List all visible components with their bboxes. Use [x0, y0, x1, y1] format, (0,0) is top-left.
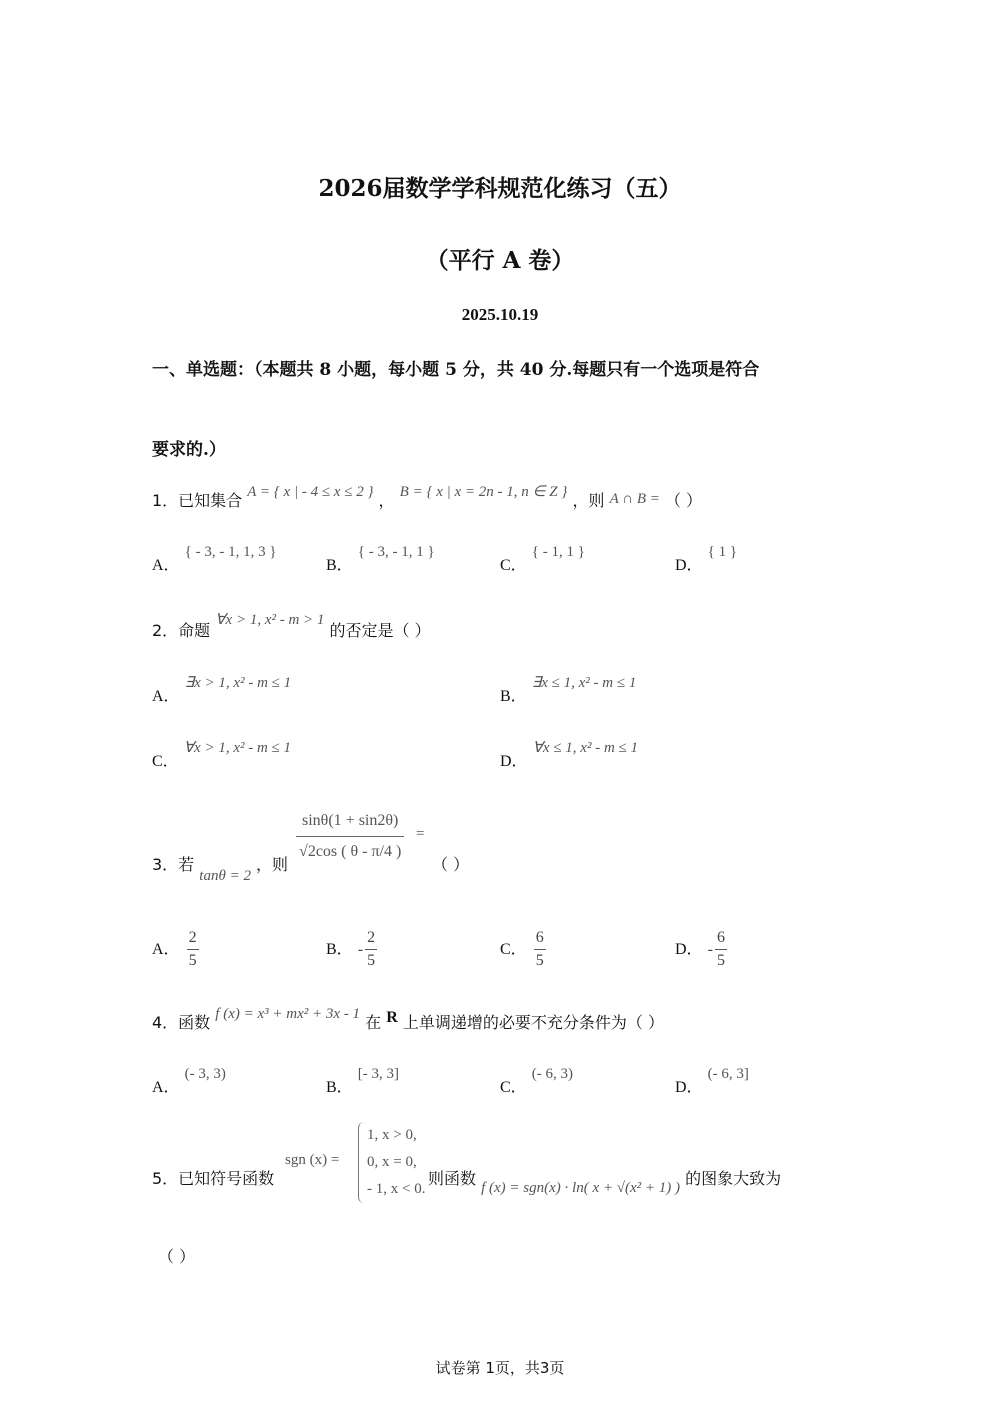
option-label: C．	[152, 753, 179, 770]
option-value: ∃x ≤ 1, x² - m ≤ 1	[531, 675, 637, 691]
page-subtitle: （平行 A 卷）	[425, 247, 575, 274]
set-b: B = { x | x = 2n - 1, n ∈ Z }	[399, 484, 568, 500]
option-label: C．	[500, 557, 527, 574]
page-title: 2026届数学学科规范化练习（五）	[318, 175, 682, 202]
question-number: 4．函数	[152, 1013, 211, 1032]
fraction-numerator: sinθ(1 + sin2θ)	[296, 812, 404, 837]
option-label: A．	[152, 1079, 180, 1096]
q2-option-b[interactable]	[500, 675, 637, 706]
q4-option-c[interactable]	[500, 1066, 574, 1097]
tan-condition: tanθ = 2	[199, 868, 251, 884]
option-label: B．	[326, 941, 353, 958]
option-value: (- 3, 3)	[184, 1066, 226, 1082]
trig-fraction	[296, 812, 404, 861]
option-value: { - 3, - 1, 1 }	[357, 544, 435, 560]
q3-option-a[interactable]	[152, 930, 199, 969]
option-value: ∃x > 1, x² - m ≤ 1	[184, 675, 292, 691]
option-value: [- 3, 3]	[357, 1066, 400, 1082]
equals-sign: =	[416, 826, 425, 842]
q1-option-c[interactable]	[500, 544, 585, 575]
section-heading-line2: 要求的.）	[152, 440, 226, 460]
option-fraction: $\frac{2}{5}$	[367, 929, 376, 969]
q3-option-d[interactable]: D． - $\frac{6}{5}$	[675, 929, 725, 969]
option-value: (- 6, 3]	[707, 1066, 749, 1082]
cubic-function: f (x) = x³ + mx² + 3x - 1	[215, 1006, 361, 1022]
option-label: D．	[500, 753, 528, 770]
q1-option-a[interactable]	[152, 544, 277, 575]
q4-option-d[interactable]	[675, 1066, 749, 1097]
question-3-lead: 3．若 tanθ = 2 ，则	[152, 855, 289, 884]
option-value: { - 1, 1 }	[531, 544, 585, 560]
option-fraction: $\frac{6}{5}$	[535, 929, 544, 969]
option-label: D．	[675, 941, 703, 958]
question-5-number: 5．已知符号函数	[152, 1169, 275, 1188]
question-5-rest: 则函数 f (x) = sgn(x) · ln( x + √(x² + 1) ) 的图象大致为	[428, 1169, 782, 1196]
set-a: A = { x | - 4 ≤ x ≤ 2 }	[247, 484, 374, 500]
q2-option-c[interactable]	[152, 740, 292, 771]
q1-option-d[interactable]	[675, 544, 738, 575]
question-number: 1．已知集合	[152, 491, 243, 510]
q2-option-d[interactable]	[500, 740, 639, 771]
option-fraction: $\frac{2}{5}$	[188, 929, 197, 969]
q3-option-b[interactable]: B． - $\frac{2}{5}$	[326, 929, 376, 969]
section-heading-line1: 一、单选题：（本题共 8 小题，每小题 5 分，共 40 分.每题只有一个选项是符合	[152, 360, 760, 380]
intersection-expr: A ∩ B =	[609, 491, 660, 507]
option-label: A．	[152, 557, 180, 574]
option-label: B．	[326, 1079, 353, 1096]
option-fraction: $\frac{6}{5}$	[716, 929, 725, 969]
piecewise-cases: 1, x > 0, 0, x = 0, - 1, x < 0.	[358, 1122, 425, 1203]
option-label: C．	[500, 1079, 527, 1096]
option-label: C．	[500, 941, 527, 958]
question-2: 2．命题 ∀x > 1, x² - m > 1 的否定是（ ）	[152, 612, 431, 640]
question-1: 1．已知集合 A = { x | - 4 ≤ x ≤ 2 } ， B = { x | x = 2n - 1, n ∈ Z } ，则 A ∩ B = （ ）	[152, 484, 703, 510]
q4-option-b[interactable]	[326, 1066, 400, 1097]
answer-parens: （ ）	[158, 1247, 196, 1266]
option-value: ∀x > 1, x² - m ≤ 1	[183, 740, 292, 756]
question-4: 4．函数 f (x) = x³ + mx² + 3x - 1 在 R 上单调递增的必要不充分条件为（ ）	[152, 1006, 664, 1032]
q1-option-b[interactable]	[326, 544, 435, 575]
question-number: 3．若	[152, 855, 195, 874]
option-value: { 1 }	[707, 544, 738, 560]
fraction-denominator: √2cos ( θ - π/4 )	[299, 843, 402, 860]
option-label: D．	[675, 1079, 703, 1096]
option-value: ∀x ≤ 1, x² - m ≤ 1	[532, 740, 639, 756]
q3-option-c[interactable]	[500, 930, 546, 969]
composite-function: f (x) = sgn(x) · ln( x + √(x² + 1) )	[481, 1180, 680, 1196]
real-numbers-symbol: R	[386, 1009, 398, 1026]
option-label: D．	[675, 557, 703, 574]
sgn-label: sgn (x) =	[285, 1152, 340, 1168]
answer-parens: （ ）	[432, 855, 470, 874]
page-footer: 试卷第 1页，共3页	[435, 1359, 565, 1377]
option-value: (- 6, 3)	[531, 1066, 574, 1082]
q2-option-a[interactable]	[152, 675, 292, 706]
option-value: { - 3, - 1, 1, 3 }	[184, 544, 277, 560]
proposition: ∀x > 1, x² - m > 1	[215, 612, 325, 628]
exam-date: 2025.10.19	[461, 305, 539, 324]
q4-option-a[interactable]	[152, 1066, 226, 1097]
option-label: A．	[152, 688, 180, 705]
option-label: B．	[326, 557, 353, 574]
answer-parens: （ ）	[664, 491, 703, 510]
question-number: 2．命题	[152, 621, 211, 640]
option-label: B．	[500, 688, 527, 705]
option-label: A．	[152, 941, 180, 958]
